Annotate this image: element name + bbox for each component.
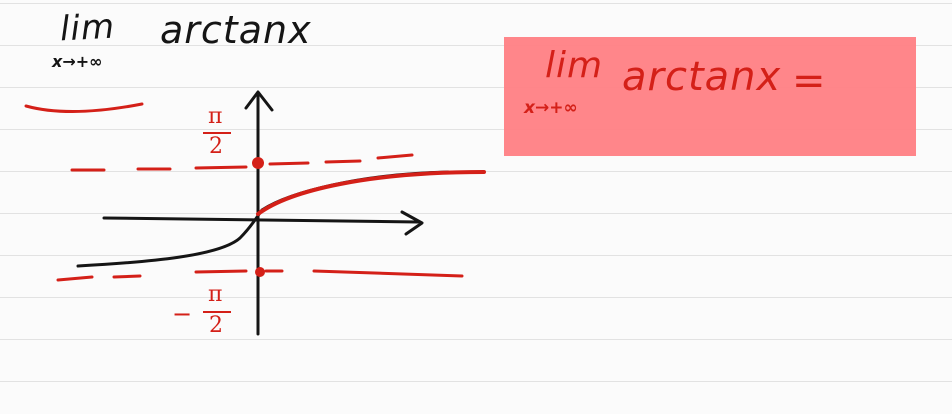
highlight-limit-word: lim [545,45,604,86]
lower-label-denominator: 2 [209,313,223,338]
lower-asymptote-dot [255,267,265,277]
highlight-function-name: arctanx [622,54,782,100]
highlight-limit-subscript: x→+∞ [524,98,578,118]
function-name: arctanx [160,8,312,52]
upper-asymptote-dot [252,157,264,169]
limit-word: lim [58,6,117,50]
upper-label-numerator: π [208,104,223,129]
x-axis [104,218,418,222]
red-underline-stroke [26,104,142,112]
lower-label-numerator: π [208,282,223,307]
upper-asymptote-dashed [72,155,412,170]
highlight-equals-sign: = [792,58,826,104]
limit-subscript: x→+∞ [52,52,103,71]
lower-label-sign: − [172,300,193,328]
upper-label-denominator: 2 [209,134,223,159]
arctan-curve-highlight [258,172,484,214]
